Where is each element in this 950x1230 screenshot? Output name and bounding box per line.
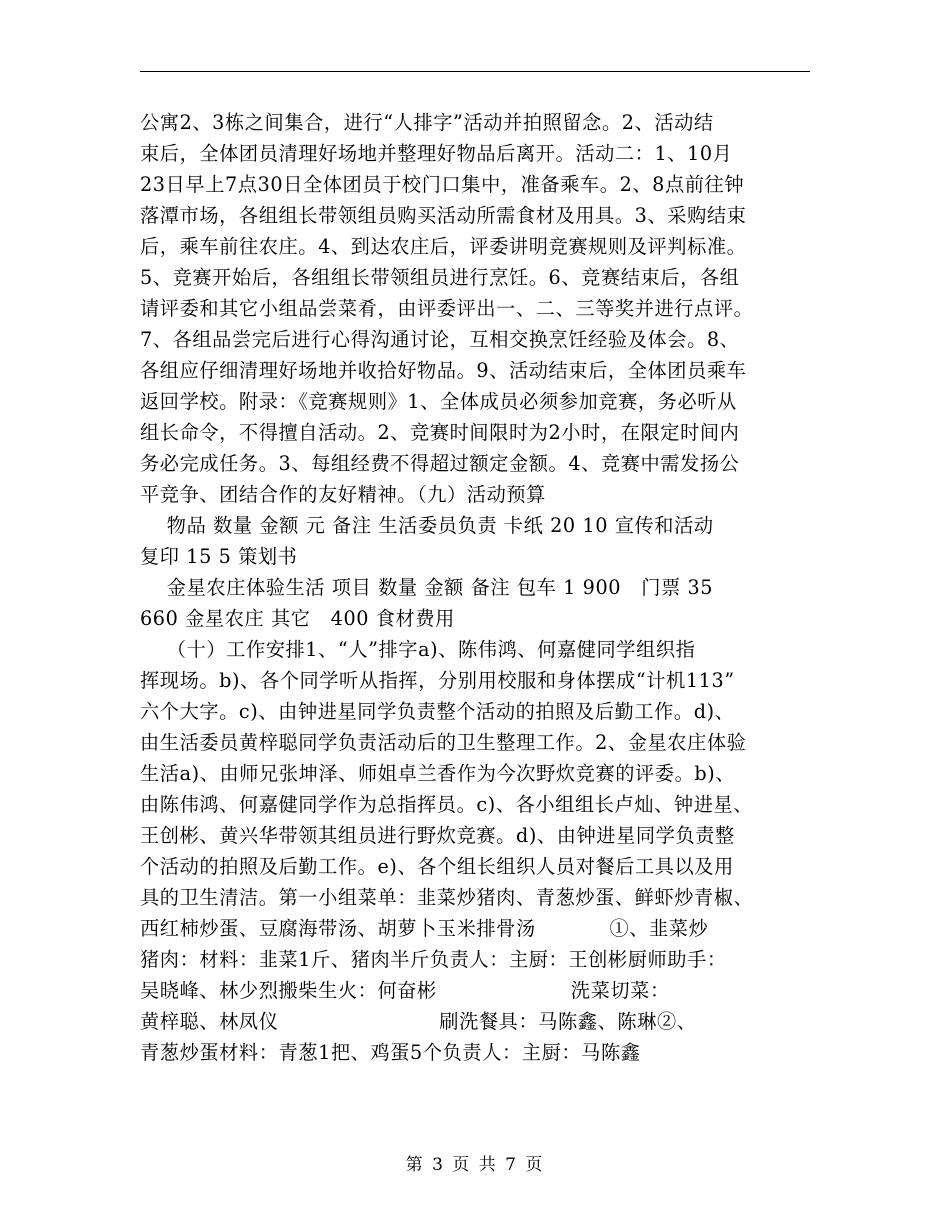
text-line: 平竞争、团结合作的友好精神。（九）活动预算 — [140, 483, 546, 506]
text-line: （十）工作安排1、“人”排字a)、陈伟鸿、何嘉健同学组织指 — [140, 638, 696, 661]
text-line: 物品 数量 金额 元 备注 生活委员负责 卡纸 20 10 宣传和活动 — [140, 514, 714, 537]
page-number-footer: 第 3 页 共 7 页 — [405, 1155, 545, 1175]
text-line: 西红柿炒蛋、豆腐海带汤、胡萝卜玉米排骨汤 ①、韭菜炒 — [140, 917, 709, 940]
text-line: 落潭市场，各组组长带领组员购买活动所需食材及用具。3、采购结束 — [140, 204, 747, 227]
text-line: 具的卫生清洁。第一小组菜单：韭菜炒猪肉、青葱炒蛋、鲜虾炒青椒、 — [140, 886, 754, 909]
text-line: 由生活委员黄梓聪同学负责活动后的卫生整理工作。2、金星农庄体验 — [140, 731, 747, 754]
text-line: 请评委和其它小组品尝菜肴，由评委评出一、二、三等奖并进行点评。 — [140, 297, 754, 320]
text-line: 挥现场。b)、各个同学听从指挥，分别用校服和身体摆成“计机113” — [140, 669, 735, 692]
text-line: 生活a)、由师兄张坤泽、师姐卓兰香作为今次野炊竞赛的评委。b)、 — [140, 762, 736, 785]
text-line: 复印 15 5 策划书 — [140, 545, 298, 568]
body-text — [140, 107, 815, 1068]
header-rule — [140, 71, 810, 72]
text-line: 23日早上7点30日全体团员于校门口集中，准备乘车。2、8点前往钟 — [140, 173, 745, 196]
text-line: 黄梓聪、林凤仪 刷洗餐具：马陈鑫、陈琳②、 — [140, 1010, 697, 1033]
text-line: 由陈伟鸿、何嘉健同学作为总指挥员。c)、各小组组长卢灿、钟进星、 — [140, 793, 754, 816]
text-line: 王创彬、黄兴华带领其组员进行野炊竞赛。d)、由钟进星同学负责整 — [140, 824, 735, 847]
text-line: 吴晓峰、林少烈搬柴生火：何奋彬 洗菜切菜： — [140, 979, 670, 1002]
text-line: 后，乘车前往农庄。4、到达农庄后，评委讲明竞赛规则及评判标准。 — [140, 235, 747, 258]
text-line: 5、竞赛开始后，各组组长带领组员进行烹饪。6、竞赛结束后，各组 — [140, 266, 740, 289]
text-line: 公寓2、3栋之间集合，进行“人排字”活动并拍照留念。2、活动结 — [140, 111, 714, 134]
text-line: 7、各组品尝完后进行心得沟通讨论，互相交换烹饪经验及体会。8、 — [140, 328, 740, 351]
text-line: 六个大字。c)、由钟进星同学负责整个活动的拍照及后勤工作。d)、 — [140, 700, 735, 723]
text-line: 返回学校。附录：《竞赛规则》1、全体成员必须参加竞赛，务必听从 — [140, 390, 737, 413]
text-line: 猪肉：材料：韭菜1斤、猪肉半斤负责人：主厨：王创彬厨师助手： — [140, 948, 727, 971]
text-line: 各组应仔细清理好场地并收拾好物品。9、活动结束后，全体团员乘车 — [140, 359, 747, 382]
text-line: 务必完成任务。3、每组经费不得超过额定金额。4、竞赛中需发扬公 — [140, 452, 740, 475]
text-line: 660 金星农庄 其它 400 食材费用 — [140, 607, 455, 630]
text-line: 组长命令，不得擅自活动。2、竞赛时间限时为2小时，在限定时间内 — [140, 421, 740, 444]
text-line: 束后，全体团员清理好场地并整理好物品后离开。活动二：1、10月 — [140, 142, 733, 165]
text-line: 个活动的拍照及后勤工作。e)、各个组长组织人员对餐后工具以及用 — [140, 855, 734, 878]
text-line: 金星农庄体验生活 项目 数量 金额 备注 包车 1 900 门票 35 — [140, 576, 714, 599]
text-line: 青葱炒蛋材料：青葱1把、鸡蛋5个负责人：主厨：马陈鑫 — [140, 1041, 641, 1064]
